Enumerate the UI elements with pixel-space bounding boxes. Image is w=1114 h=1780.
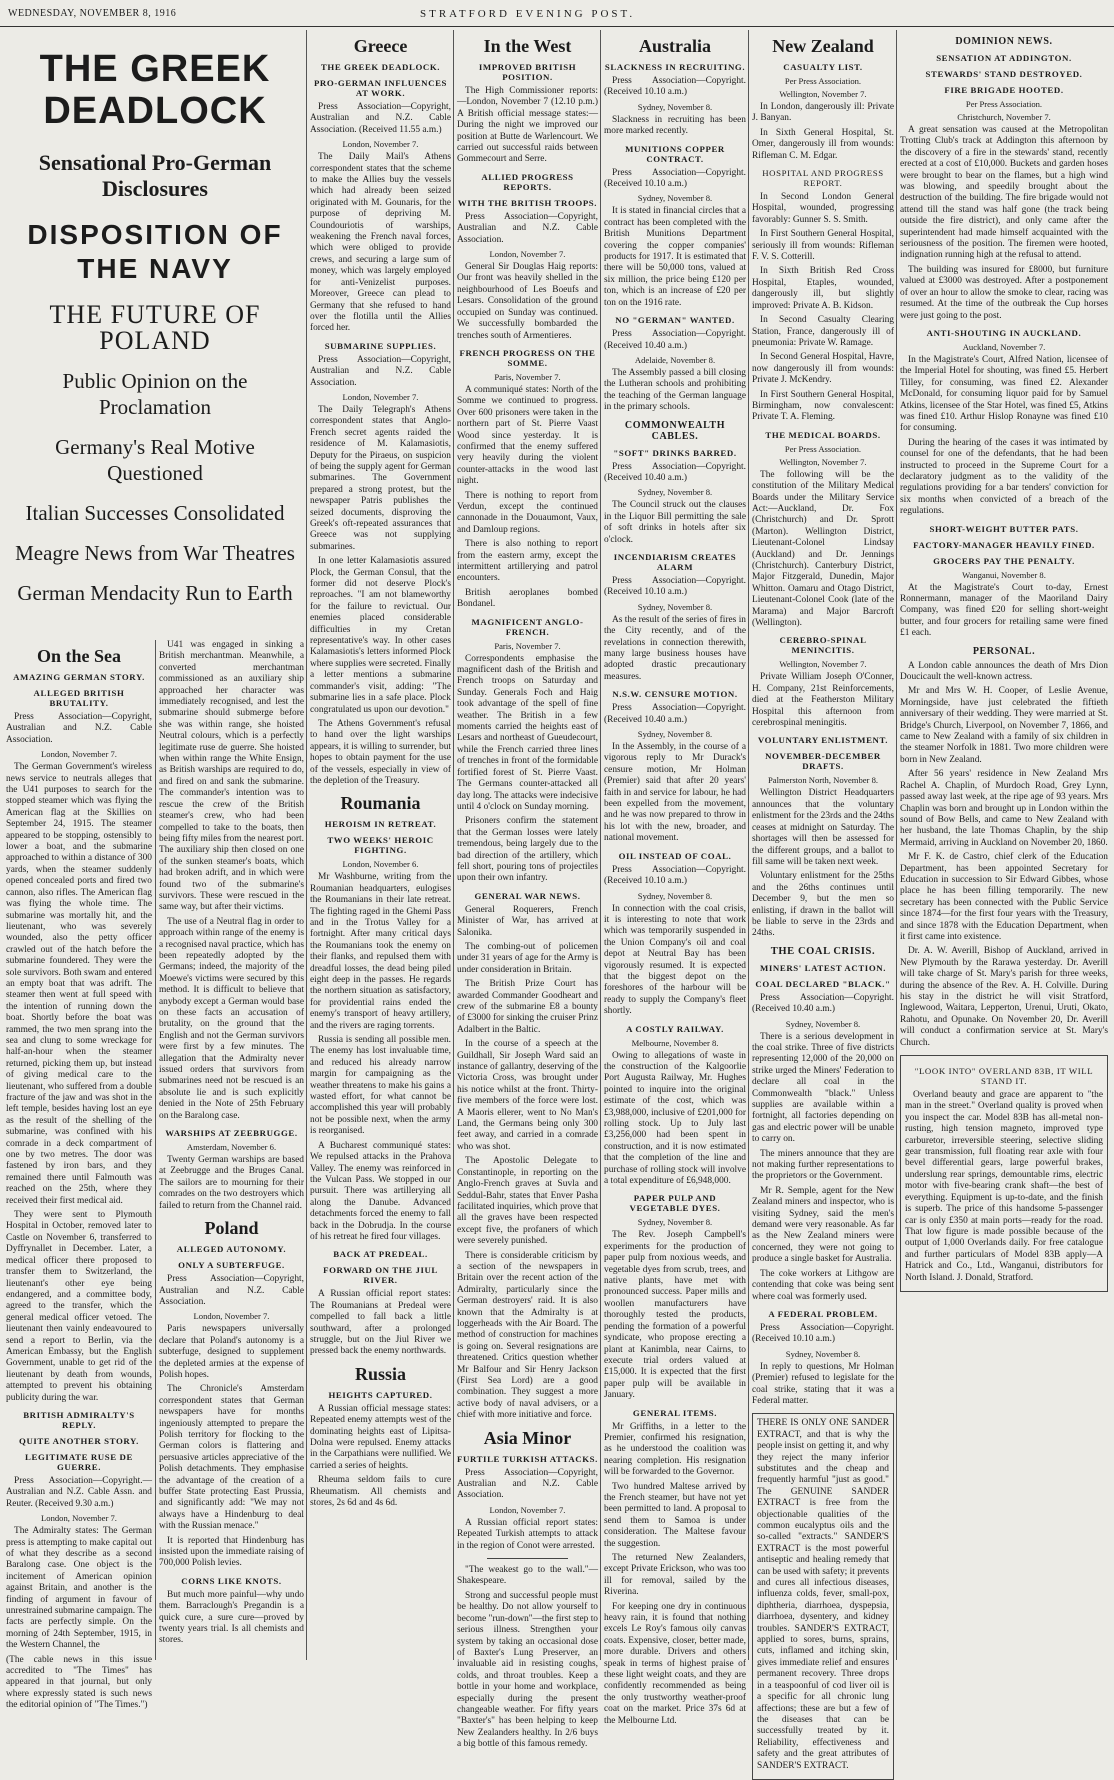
subhead: STEWARDS' STAND DESTROYED.	[925, 69, 1083, 79]
article-body: Mr R. Semple, agent for the New Zealand miners and inspector, who is visiting Sydney, said the men's demand were very reasonable. As far as the New Zealand miners were concerned, they were not going to produce a single basket for Australia.	[752, 1185, 894, 1265]
credit-line: Press Association—Copyright, Australian and N.Z. Cable Association.	[457, 211, 598, 245]
article-body: In Second Casualty Clearing Station, France, dangerously ill of pneumonia: Private W. Ramage.	[752, 315, 894, 348]
column-6	[752, 30, 894, 1771]
dateline: Sydney, November 8.	[637, 193, 713, 204]
credit-line: Press Association—Copyright, Australian and N.Z. Cable Association.	[310, 354, 451, 388]
subhead: COMMONWEALTH CABLES.	[624, 419, 726, 442]
dateline: London, November 7.	[193, 1311, 270, 1322]
article-body: They were sent to Plymouth Hospital in October, removed later to Castle on November 6, transferred to Dyffrynallet in December. Later, a medical officer there proposed to transfer them to Switzerland, the lieutenant's other eye being endangered, and a committee body, agreed to the transfer, which the general medical officer vetoed. The lieutenant then vainly endeavoured to send a report to Berlin, via the American Embassy, but the English Government, unable to get rid of the lieutenant by death from wounds, attempted to prevent his obtaining publicity during the war.	[6, 1210, 152, 1403]
dateline: Wellington, November 7.	[779, 456, 867, 467]
article-body: At the Magistrate's Court to-day, Ernest Ronnermann, manager of the Maoriland Dairy Company, was fined £20 for selling short-weight butter, and four grocers for retailing same were fined £1 each.	[900, 582, 1108, 639]
article-body: The Council struck out the clauses in the Liquor Bill permitting the sale of soft drinks in hotels after six o'clock.	[604, 500, 746, 545]
subhead: PERSONAL.	[972, 645, 1036, 657]
dateline: Melbourne, November 8.	[631, 1037, 719, 1048]
dateline: London, November 7.	[41, 749, 117, 760]
dateline: Sydney, November 8.	[785, 1348, 861, 1359]
subhead: OIL INSTEAD OF COAL.	[618, 850, 732, 861]
article-body: Voluntary enlistment for the 25ths and the 26ths continues until December 9, but the men so enlisting, if drawn in the ballot will be liable to serve in the 23rds and 24ths.	[752, 871, 894, 939]
section-head-asia-minor: Asia Minor	[483, 1427, 572, 1448]
article-body: Twenty German warships are based at Zeebrugge and the Bruges Canal. The sailors are to mourning for their comrades on the two destroyers which failed to return from the Channel raid.	[159, 1155, 304, 1211]
subhead: SUBMARINE SUPPLIES.	[324, 340, 437, 351]
article-body: Rheuma seldom fails to cure Rheumatism. All chemists and stores, 2s 6d and 4s 6d.	[310, 1475, 451, 1509]
dateline: Sydney, November 8.	[637, 487, 713, 498]
section-head-greece: Greece	[353, 36, 408, 56]
subhead: THE COAL CRISIS.	[770, 945, 876, 957]
article-body: Mr Washburne, writing from the Roumanian headquarters, eulogises the Roumanians in their late retreat. The fighting raged in the Ghemi Pass and in the Trotus Valley for a fortnight. After many critical days the Roumanians took the enemy on their flanks, and repulsed them with dreadful losses, the dead being piled eight deep in the passes. He regards the northern situation as satisfactory, for providential rains ended the enemy's transport of heavy artillery, and the rivers are raging torrents.	[310, 872, 451, 1031]
column-rule	[600, 30, 601, 1660]
article-body: General Sir Douglas Haig reports: Our front was heavily shelled in the neighbourhood of Les Boeufs and Lesars. Consolidation of the ground occupied on Sunday was continued. We successfully bombarded the trenches south of Armentieres.	[457, 262, 598, 341]
article-body: The building was insured for £8000, but furniture valued at £3000 was destroyed. After a postponement of over an hour to allow the smoke to clear, racing was resumed. At the time of the outbreak the Cup horses were just going to the post.	[900, 264, 1108, 321]
article-body: British aeroplanes bombed Bondanel.	[457, 587, 598, 610]
article-body: The Daily Mail's Athens correspondent states that the scheme to make the Allies buy the vessels which had already been seized originated with M. Gounaris, for the purpose of depriving M. Coundouriotis of warships, weakening the French naval forces, which were obliged to provide crews, and securing a large sum of money, which was largely employed for anti-Venizelist purposes. Moreover, Greece can plead to Germany that she refused to hand over the flotilla until the Allies forced her.	[310, 152, 451, 334]
dateline: Wellington, November 7.	[779, 659, 867, 670]
subhead: THE GREEK DEADLOCK.	[320, 62, 441, 72]
masthead-date: WEDNESDAY, NOVEMBER 8, 1916	[8, 8, 177, 19]
article-body: The Apostolic Delegate to Constantinople, in reporting on the Anglo-French graves at Suvla and Seddul-Bahr, states that Enver Pasha facilitated inquiries, which prove that all the graves have been respected except five, the profaners of which were severely punished.	[457, 1156, 598, 1247]
article-body: A Russian official message states: Repeated enemy attempts west of the dominating heights east of Lipitsa-Dolna were repulsed. Enemy attacks in the Carpathians were nullified. We carried a series of heights.	[310, 1403, 451, 1471]
credit-line: Press Association—Copyright. (Received 10.10 a.m.)	[604, 167, 746, 190]
credit-line: Press Association—Copyright. (Received 10.10 a.m.)	[604, 864, 746, 887]
article-body: There is also nothing to report from the eastern army, except the intermittent artillerying and patrol encounters.	[457, 539, 598, 584]
article-body: In one letter Kalamasiotis assured Plock, the German Consul, that the former did not deserve Plock's reproaches. "I am not blameworthy for the failure to revictual. Our enemies placed considerable difficulties in my Cretan representative's way. In other cases Kalamasiotis's letters informed Plock where supplies were secreted. Finally a letter mentions a submarine commander's visit, adding: "The submarine lies in a safe place. Plock congratulated us upon our devotion."	[310, 556, 451, 715]
subhead: FIRE BRIGADE HOOTED.	[944, 85, 1064, 95]
dateline: Palmerston North, November 8.	[767, 775, 879, 786]
article-body: Paris newspapers universally declare that Poland's autonomy is a subterfuge, designed to supplement the depleted armies at the expense of Polish hopes.	[159, 1324, 304, 1380]
advert-box	[752, 1413, 894, 1780]
subhead: NOVEMBER-DECEMBER DRAFTS.	[765, 751, 881, 772]
article-body: There is considerable criticism by a section of the newspapers in Britain over the recent action of the Admiralty, particularly since the German destroyers' raid. It is also known that the Admiralty is at loggerheads with the Air Board. The method of construction for machines is going on. Several resignations are threatened. Critics question whether Mr Balfour and Sir Henry Jackson (First Sea Lord) are a good combination. They suggest a more active body of naval advisers, or a chief with more initiative and force.	[457, 1250, 598, 1421]
article-body: The British Prize Court has awarded Commander Goodheart and crew of the submarine E8 a bounty of £3000 for sinking the cruiser Prinz Adalbert in the Baltic.	[457, 979, 598, 1035]
column-5	[604, 30, 746, 1726]
credit-line: Press Association—Copyright. (Received 10.40 a.m.)	[604, 329, 746, 351]
dateline: Amsterdam, November 6.	[186, 1142, 277, 1153]
masthead	[0, 0, 1114, 27]
section-head-roumania: Roumania	[340, 793, 421, 814]
column-rule	[453, 30, 454, 1660]
section-head-new-zealand: New Zealand	[772, 36, 874, 56]
subhead: QUITE ANOTHER STORY.	[19, 1435, 139, 1446]
masthead-paper-name: STRATFORD EVENING POST.	[420, 8, 636, 20]
subhead: LEGITIMATE RUSE DE GUERRE.	[25, 1451, 133, 1472]
dateline: London, November 7.	[489, 249, 566, 260]
subhead: ALLEGED BRITISH BRUTALITY.	[33, 688, 125, 708]
article-body: A Russian official report states: Repeated Turkish attempts to attack in the region of Conot were arrested.	[457, 1517, 598, 1551]
article-body: The Rev. Joseph Campbell's experiments for the production of paper pulp from noxious weeds, and vegetable dyes from scrub, trees, and native plants, have met with pronounced success. Paper mills and woollen manufacturers have thoroughly tested the products, pending the formation of a powerful syndicate, who propose erecting a plant at Kanimbla, near Cairns, to execute trial orders valued at £15,000. It is expected that the first paper pulp will be available in January.	[604, 1230, 746, 1401]
article-body: The returned New Zealanders, except Private Erickson, who was too ill for removal, sailed by the Riverina.	[604, 1553, 746, 1598]
dateline: Adelaide, November 8.	[634, 354, 716, 365]
subhead: MAGNIFICENT ANGLO-FRENCH.	[471, 616, 584, 637]
dateline: London, November 7.	[41, 1513, 117, 1524]
column-3	[310, 30, 451, 1660]
credit-line: Per Press Association.	[965, 99, 1043, 109]
subhead: COAL DECLARED "BLACK."	[755, 978, 891, 989]
article-body: Slackness in recruiting has been more marked recently.	[604, 114, 746, 137]
subhead: VOLUNTARY ENLISTMENT.	[757, 735, 889, 746]
article-body: The use of a Neutral flag in order to approach within range of the enemy is a recognised naval practice, which has been repeatedly adopted by the Germans; indeed, the majority of the Moewe's victims were secured by this method. It is difficult to believe that anybody except a German would base on these facts an accusation of brutality, on the ground that the English and not the German survivors were first by a few minutes. The allegation that the Admiralty never issued orders that survivors from submarines need not be rescued is an absolute lie and is such explicitly denied in the Note of 25th February on the Baralong case.	[159, 916, 304, 1121]
article-body: In the course of a speech at the Guildhall, Sir Joseph Ward said an instance of gallantry, deserving of the Victoria Cross, was brought under his notice whilst at the front. Thirty-five members of the force were lost. A Maoris ellerer, went to No Man's Land, the Germans being only 300 feet away, and carried in a comrade who was shot.	[457, 1039, 599, 1152]
subhead: FURTILE TURKISH ATTACKS.	[457, 1453, 598, 1464]
column-2	[159, 640, 304, 1660]
subhead: ALLEGED AUTONOMY.	[176, 1244, 287, 1255]
deck-8: German Mendacity Run to Earth	[17, 581, 293, 605]
article-body: During the hearing of the cases it was intimated by counsel for one of the defendants, that he had been instructed to proceed in the Supreme Court for a declaratory judgment as to the validity of the regulations providing for a bar tenders' conviction for six months when convicted of a breach of the regulations.	[900, 437, 1108, 517]
credit-line: Press Association—Copyright. (Received 10.10 a.m.)	[604, 575, 746, 598]
advert-body: Strong and successful people must be healthy. Do not allow yourself to become "run-down"—the first step to serious illness. Strengthen your system by taking an occasional dose of Baxter's Lung Preserver, an invaluable aid in resisting coughs, colds, and throat troubles. Keep a bottle in your home and workplace, especially during the present changeable weather. For fifty years "Baxter's" has been helping to keep New Zealanders healthy. In 2/6 buys a big bottle of this famous remedy.	[457, 1590, 598, 1750]
subhead: ALLIED PROGRESS REPORTS.	[481, 171, 574, 192]
credit-line: Press Association—Copyright. (Received 10.40 a.m.)	[604, 703, 746, 725]
article-body: In London, dangerously ill: Private J. Banyan.	[752, 102, 894, 124]
subhead: A COSTLY RAILWAY.	[626, 1023, 724, 1034]
subhead: FORWARD ON THE JIUL RIVER.	[323, 1265, 438, 1286]
article-body: A Bucharest communiqué states: We repulsed attacks in the Prahova Valley. The enemy was reinforced in the Vulcan Pass. We stopped in our pursuit. There was artillerying all along the Danube. Advanced detachments forced the enemy to fall back in the Dobrudja. In the course of his retreat he fired four villages.	[310, 1140, 451, 1242]
subhead: CORNS LIKE KNOTS.	[181, 1575, 282, 1586]
article-body: Russia is sending all possible men. The enemy has lost invaluable time, and reduced his already narrow margin for campaigning as the weather threatens to make his gains a wasted effort, for what cannot be accomplished this year will probably not be possible next, when the army is reorganised.	[310, 1035, 451, 1137]
subhead: ANTI-SHOUTING IN AUCKLAND.	[926, 327, 1082, 338]
subhead: BACK AT PREDEAL.	[333, 1249, 428, 1260]
article-body: U41 was engaged in sinking a British merchantman. Meanwhile, a converted merchantman commissioned as an auxiliary ship approached her character was immediately recognised, and lest the submarine should submerge before she was within range, she hoisted Neutral colours, which is a perfectly legitimate ruse de guerre. She hoisted when within range the White Ensign, as British warships are required to do, and fired on and sank the submarine. The commander's intention was to rescue the crew of the British steamer's crew, who had been compelled to take to the boats, then being fifty miles from the nearest port. The auxiliary ship then closed on one of the sunken steamer's boats, which had broken adrift, and in which were found two of the submarine's survivors. These were rescued in the same way, but after their victims.	[159, 640, 305, 913]
dateline: Paris, November 7.	[494, 640, 561, 651]
subhead: ONLY A SUBTERFUGE.	[178, 1260, 285, 1271]
subhead: SENSATION AT ADDINGTON.	[936, 53, 1072, 63]
article-body: The Chronicle's Amsterdam correspondent states that German newspapers have for months ingeniously attempted to prepare the Polish territory for flocking to the German colors is flattering and persuasive articles appreciative of the Polish detachments. They emphasise the advantage of the creation of a buffer State protecting East Prussia, and significantly add: "We may not always have a Hindenburg to deal with the Russian menace."	[159, 1384, 304, 1532]
credit-line: Press Association—Copyright.—Australian and N.Z. Cable Assn. and Reuter. (Received 9.30 a.m.)	[6, 1475, 152, 1509]
dateline: Sydney, November 8.	[637, 601, 713, 612]
dateline: Sydney, November 8.	[637, 890, 713, 901]
article-body: A communiqué states: North of the Somme we continued to progress. Over 600 prisoners were taken in the northern part of St. Pierre Vaast Wood since yesterday. It is confirmed that the enemy suffered very heavily during the violent counter-attacks in the wood last night.	[457, 384, 598, 487]
subhead: FACTORY-MANAGER HEAVILY FINED.	[913, 539, 1095, 550]
dateline: Christchurch, November 7.	[957, 112, 1051, 122]
editorial-note: (The cable news in this issue accredited to "The Times" has appeared in that journal, but only where expressly stated is such news the editorial opinion of "The Times.")	[6, 1654, 152, 1711]
article-body: Mr Griffiths, in a letter to the Premier, confirmed his resignation, as he understood the coalition was nearing completion. His resignation will be forwarded to the Governor.	[604, 1421, 746, 1478]
subhead: SHORT-WEIGHT BUTTER PATS.	[929, 523, 1079, 534]
article-body: Wellington District Headquarters announces that the voluntary enlistment for the 23rds and the 24ths ceases at midnight on Saturday. The shortages will then be assessed for the different groups, and a ballot to fill same will be taken next week.	[752, 788, 894, 867]
article-body: After 56 years' residence in New Zealand Mrs Rachel A. Chaplin, of Murdoch Road, Grey Lynn, passed away last week, at the ripe age of 93 years. Mrs Chaplin was born and brought up in London within the sound of Bow Bells, and came to New Zealand with her husband, the late Thomas Chaplin, by the ship Mermaid, arriving in Auckland on November 20, 1860.	[900, 769, 1108, 848]
deck-2: DISPOSITION OF THE NAVY	[27, 219, 283, 284]
article-body: Prisoners confirm the statement that the German losses were lately tremendous, being largely due to the bad direction of the artillery, which fell short, pouring tons of projectiles upon their own infantry.	[457, 816, 598, 884]
subhead: TWO WEEKS' HEROIC FIGHTING.	[327, 835, 434, 856]
credit-line: Press Association—Copyright, Australian and N.Z. Cable Association.	[159, 1274, 304, 1307]
subhead: BRITISH ADMIRALTY'S REPLY.	[23, 1409, 135, 1430]
article-body: The coke workers at Lithgow are contending that coke was being sent where coal was formerly used.	[752, 1268, 894, 1302]
article-body: In Second General Hospital, Havre, now dangerously ill from wounds: Private J. McKendry.	[752, 352, 894, 386]
section-head-west: In the West	[483, 36, 572, 56]
advert-body: Overland beauty and grace are apparent to "the man in the street." Overland quality is proved when you inspect the car. Model 83B has all-metal non-rusting, high tension magneto, improved type carburetor, irreversible steering, selective sliding gear transmission, full floating rear axle with four bevel differential gears, large powerful brakes, underslung rear springs, demountable rims, electric motor with five-bearing crank shaft—the best of everything. Equipment is up-to-date, and the finish is superb. The price of this handsome 5-passenger car is only £350 at main ports—ready for the road. That low figure is made possible because of the output of 1,000 Overlands daily. For free catalogue and further particulars of Model 83B apply—A Hatrick and Co., Ltd., Wanganui, distributors for North Island. J. Donald, Stratford.	[905, 1090, 1103, 1283]
article-body: In connection with the coal crisis, it is interesting to note that work which was temporarily suspended in the Union Company's oil and coal depot at Neutral Bay has been vigorously resumed. It is expected that the biggest depot on the foreshores of the harbour will be ready to supply the Company's fleet shortly.	[604, 903, 746, 1017]
dateline: Sydney, November 8.	[785, 1018, 861, 1029]
credit-line: Press Association—Copyright. (Received 10.10 a.m.)	[604, 76, 746, 98]
article-body: In the Magistrate's Court, Alfred Nation, licensee of the Imperial Hotel for shouting, was fined £5. Herbert Tilley, for consuming, was fined £2. Alexander McDonald, for consuming liquor paid for by Samuel Atkins, licensee of the Star Hotel, was fined £5, Atkins was fined £10. Arthur Hislop Ronayne was fined £10 for consuming.	[900, 354, 1108, 434]
section-head-australia: Australia	[639, 36, 711, 56]
credit-line: Press Association—Copyright, Australian and N.Z. Cable Association.	[457, 1467, 598, 1501]
deck-6: Italian Successes Consolidated	[25, 501, 285, 525]
main-headline: THE GREEK DEADLOCK	[39, 48, 271, 132]
article-body: In First Southern General Hospital, seriously ill from wounds: Rifleman F. V. S. Cotterill.	[752, 229, 894, 263]
subhead: MINERS' LATEST ACTION.	[759, 962, 887, 973]
credit-line: Press Association—Copyright, Australian and N.Z. Cable Association.	[6, 712, 152, 745]
article-body: There is a serious development in the coal strike. Three of five districts representing 12,000 of the 20,000 on strike urged the Miners' Federation to declare all coal in the Commonwealth "black." Unless supplies are available within a fortnight, all factories depending on gas and electric power will be unable to carry on.	[752, 1031, 894, 1145]
column-rule	[748, 30, 749, 1660]
subhead: INCENDIARISM CREATES ALARM	[613, 551, 737, 572]
deck-1: Sensational Pro-German Disclosures	[38, 150, 272, 201]
subhead: WITH THE BRITISH TROOPS.	[457, 197, 598, 208]
subhead: HOSPITAL AND PROGRESS REPORT.	[762, 168, 884, 189]
credit-line: Press Association—Copyright. (Received 10.40 a.m.)	[752, 992, 894, 1015]
credit-line: Per Press Association.	[784, 443, 862, 454]
article-body: A London cable announces the death of Mrs Dion Doucicault the well-known actress.	[900, 660, 1108, 683]
article-body: In Sixth General Hospital, St. Omer, dangerously ill from wounds: Rifleman C. M. Edgar.	[752, 127, 894, 161]
article-body: The Athens Government's refusal to hand over the light warships appears, it is willing to surrender, but hopes to obtain payment for the use of the vessels, especially in view of the depletion of the Treasury.	[310, 718, 451, 786]
column-1-sea	[6, 640, 152, 1711]
article-body: In Sixth British Red Cross Hospital, Etaples, wounded, dangerously ill, but slightly improved: Private A. B. Kidson.	[752, 266, 894, 311]
section-head-sea: On the Sea	[36, 646, 121, 666]
dateline: London, November 7.	[342, 391, 419, 402]
article-body: The Daily Telegraph's Athens correspondent states that Anglo-French secret agents raided the residence of M. Kalamasiotis, Deputy for the Piraeus, on suspicion of being the supply agent for German submarines. The Government prepared a strong protest, but the newspaper Patris publishes the seized documents, disproving the Greek's oft-repeated assurances that Greece was not supplying submarines.	[310, 404, 451, 552]
quote: "The weakest go to the wall."—Shakespeare.	[457, 1565, 598, 1587]
subhead: CASUALTY LIST.	[783, 62, 863, 72]
article-body: Owing to allegations of waste in the construction of the Kalgoorlie Port Augusta Railway, Mr. Hughes pointed to inquire into the original estimate of the cost, which was £3,988,000, inclusive of £201,000 for rolling stock. Up to July last £3,256,000 had been spent in construction, and it is now estimated that the completion of the line and purchase of rolling stock will involve a total expenditure of £6,948,000.	[604, 1050, 746, 1187]
article-body: In reply to questions, Mr Holman (Premier) refused to legislate for the coal strike, stating that it was a Federal matter.	[752, 1361, 894, 1406]
article-body: Dr. A. W. Averill, Bishop of Auckland, arrived in New Plymouth by the Rarawa yesterday. Dr. Averill will take charge of St. Mary's parish for three weeks, during the absence of the Rev. A. H. Colville. During his stay in the district he will visit Stratford, Inglewood, Waitara, Lepperton, Urenui, Uruti, Okato, Rahotu, and Opunake. On November 20, Dr. Averill will conduct a confirmation service at St. Mary's Church.	[900, 946, 1108, 1048]
dateline: London, November 7.	[342, 139, 419, 150]
article-body: The German Government's wireless news service to neutrals alleges that the U41 purposes to search for the stopped steamer which was flying the American flag at the Skillies on September 24, 1915. The steamer appeared to be stopping, ostensibly to lower a boat, and the submarine approached to within a distance of 300 yards, when the steamer suddenly opened concealed ports and fired two cannon, also rifles. The American flag was flying the whole time. The submarine was mortally hit, and the lieutenant, who was severely wounded, also the petty officer crawled out of the hatch before the submarine foundered. They were the sole survivors. Both swam and entered an empty boat that was adrift. The steamer then went at full speed with the intention of running down the boat. Shortly before the boat was rammed, the two men sprang into the sea and clung to some wreckage for half-an-hour when the steamer returned, picking them up, but instead of giving medical care to the lieutenant, who suffered from a double fracture of the jaw and was shot in the left temple, besides having lost an eye as the result of the shelling of the submarine, was confined with his comrade in a deck compartment of one by two metres. The door was fastened by iron bars, and they remained there until Falmouth was reached on the 25th, where they received their first medical aid.	[6, 762, 152, 1206]
article-body: Mr and Mrs W. H. Cooper, of Leslie Avenue, Morningside, have just celebrated the fiftieth anniversary of their wedding. They were married at St. Bridge's Church, Liverpool, on November 7, 1866, and came to New Zealand with a family of six children in the steamer Norfolk in 1881. Two more children were born in New Zealand.	[900, 686, 1108, 765]
article-body: Two hundred Maltese arrived by the French steamer, but have not yet been permitted to land. A proposal to send them to Samoa is under consideration. The Maltese favour the suggestion.	[604, 1481, 746, 1549]
article-body: The combing-out of policemen under 31 years of age for the Army is under consideration in Britain.	[457, 941, 598, 975]
deck-7: Meagre News from War Theatres	[15, 541, 295, 565]
article-body: A Russian official report states: The Roumanians at Predeal were compelled to fall back a little southward, after a prolonged struggle, but on the Jiul River we pressed back the enemy northwards.	[310, 1289, 451, 1357]
credit-line: Per Press Association.	[784, 76, 862, 86]
deck-5: Germany's Real Motive Questioned	[55, 435, 255, 485]
section-head-poland: Poland	[204, 1218, 259, 1239]
deck-3: THE FUTURE OF POLAND	[49, 300, 261, 355]
subhead: IMPROVED BRITISH POSITION.	[478, 62, 577, 82]
subhead: A FEDERAL PROBLEM.	[768, 1308, 878, 1319]
article-body: But much more painful—why undo them. Barraclough's Pregandin is a quick cure, a sure cure—proved by twenty years trial. Is all chemists and stores.	[159, 1589, 304, 1646]
column-7	[900, 30, 1108, 1660]
divider	[487, 1558, 568, 1559]
subhead: PRO-GERMAN INFLUENCES AT WORK.	[313, 78, 448, 98]
dateline: London, November 7.	[489, 1504, 566, 1515]
subhead: WARSHIPS AT ZEEBRUGGE.	[165, 1128, 298, 1139]
dateline: Wanganui, November 8.	[962, 569, 1046, 580]
subhead: GENERAL ITEMS.	[632, 1407, 718, 1418]
credit-line: Press Association—Copyright. (Received 10.10 a.m.)	[752, 1322, 894, 1345]
section-head-russia: Russia	[354, 1363, 407, 1384]
article-body: The High Commissioner reports:—London, November 7 (12.10 p.m.) A British official message states:—During the night we improved our position at Butte de Warlencourt. We carried out successful raids between Gommecourt and Serre.	[457, 86, 598, 165]
advert-box	[900, 1055, 1108, 1292]
dateline: Auckland, November 7.	[962, 341, 1046, 352]
article-body: The miners announce that they are not making further representations to the proprietors or the Government.	[752, 1148, 894, 1182]
subhead: NO "GERMAN" WANTED.	[615, 315, 735, 326]
subhead: "SOFT" DRINKS BARRED.	[613, 447, 737, 458]
dateline: Sydney, November 8.	[637, 1217, 713, 1228]
dateline: Wellington, November 7.	[779, 89, 867, 99]
section-head-dominion: DOMINION NEWS.	[955, 36, 1053, 47]
subhead: THE MEDICAL BOARDS.	[765, 429, 881, 440]
column-rule	[306, 30, 307, 1660]
advert-body: For keeping one dry in continuous heavy rain, it is found that nothing excels Le Roy's famous oily canvas coats. Expensive, closer, better made, more durable. Drivers and others speak in terms of highest praise of these light weight coats, and they are confidently recommended as being the only trustworthy weather-proof coat on the market. Price 37s 6d at the Melbourne Ltd.	[604, 1601, 746, 1726]
subhead: HEIGHTS CAPTURED.	[328, 1389, 433, 1400]
article-body: The following will be the constitution of the Military Medical Boards under the Military Service Act:—Auckland, Dr. Fox (Christchurch) and Dr. Sprott (Marton). Wellington District, Lieutenant-Colonel Lindsay (Auckland) and Dr. Jennings (Christchurch). Canterbury District, Major Fitzgerald, Dunedin, Major Whitton. Oamaru and Otago District, Lieutenant-Colonel Cook (late of the Marama) and Major Barcroft (Wellington).	[752, 469, 894, 629]
advert-title: "LOOK INTO" OVERLAND 83B, IT WILL STAND IT.	[914, 1066, 1094, 1087]
subhead: N.S.W. CENSURE MOTION.	[612, 689, 738, 700]
article-body: Correspondents emphasise the magnificent dash of the British and French troops on Saturday and Sunday. Generals Foch and Haig took advantage of the spell of fine weather. The British in a few moments carried the heights east of Lesars and northeast of Gueudecourt, while the French carried three lines of trenches in front of the formidable fortified forest of St. Pierre Vaast. The Germans counter-attacked all day long. The attacks were indecisive until 4 o'clock on Sunday morning.	[457, 653, 598, 812]
column-4	[457, 30, 599, 1750]
advert-body: THERE IS ONLY ONE SANDER EXTRACT, and that is why the people insist on getting it, and why they reject the many inferior substitutes and the cheap and frequently harmful "just as good." The GENUINE SANDER EXTRACT is free from the objectionable qualities of the common eucalyptus oils and the so-called "extracts." SANDER'S EXTRACT is the most powerful antiseptic and healing remedy that can be used with safety; it prevents and cures all infectious diseases, influenza colds, fever, small-pox, diphtheria, diarrhoea, dyspepsia, diarrhoea, dysentery, and kidney troubles. SANDER'S EXTRACT, applied to sores, burns, sprains, cuts, inflamed and itching skin, gives immediate relief and ensures permanent recovery. Three drops in a teaspoonful of cod liver oil is a specific for all chronic lung affections; these are but a few of the diseases that can be successfully treated by it. Reliability, effectiveness and safety and the great attributes of SANDER'S EXTRACT.	[757, 1418, 889, 1771]
subhead: PAPER PULP AND VEGETABLE DYES.	[629, 1193, 721, 1214]
article-body: In Second London General Hospital, wounded, progressing favorably: Gunner S. S. Smith.	[752, 192, 894, 225]
article-body: In First Southern General Hospital, Birmingham, now convalescent: Private T. A. Fleming.	[752, 389, 894, 423]
subhead: MUNITIONS COPPER CONTRACT.	[625, 143, 725, 164]
article-body: A great sensation was caused at the Metropolitan Trotting Club's track at Addington this afternoon by the discovery of a fire in the stewards' stand, recently erected at a cost of £10,000. Buckets and garden hoses were brought to bear on the flames, but a high wind was blowing, and speedily brought about the destruction of the building. The fire brigade would not attend till the stand was half gone (the track being outside the fire district), and only came after the superintendent had made himself acquainted with the seriousness of the position. The firemen were hooted, indignation running high at the refusal to attend.	[900, 125, 1108, 261]
dateline: Paris, November 7.	[494, 371, 561, 382]
article-body: As the result of the series of fires in the City recently, and of the revelations in connection therewith, many large business houses have adopted drastic precautionary measures.	[604, 614, 746, 682]
dateline: Sydney, November 8.	[637, 101, 713, 112]
subhead: FRENCH PROGRESS ON THE SOMME.	[459, 347, 596, 368]
subhead: HEROISM IN RETREAT.	[324, 819, 437, 830]
dateline: London, November 6.	[342, 859, 419, 870]
article-body: It is stated in financial circles that a contract has been completed with the British Munitions Department covering the copper companies' products for 1917. It is estimated that there will be 50,000 tons, valued at six million, the price being £120 per ton, which is an increase of £20 per ton on the 1916 rate.	[604, 206, 746, 308]
article-body: The Admiralty states: The German press is attempting to make capital out of what they describe as a second Baralong case. One object is the incitement of American opinion against Britain, and another is the finding of argument in favour of unrestrained submarine campaign. The facts are perfectly simple. On the morning of 24th September, 1915, in the Western Channel, the	[6, 1526, 152, 1651]
deck-4: Public Opinion on the Proclamation	[62, 369, 248, 419]
credit-line: Press Association—Copyright. (Received 10.40 a.m.)	[604, 461, 746, 483]
dateline: Sydney, November 8.	[637, 729, 713, 740]
article-body: General Roquerers, French Minister of War, has arrived at Salonika.	[457, 904, 598, 938]
article-body: There is nothing to report from Verdun, except the continued cannonade in the Douaumont, Vaux, and Damloup regions.	[457, 490, 598, 535]
article-body: Private William Joseph O'Conner, H. Company, 21st Reinforcements, died at the Featherston Military Hospital this afternoon from cerebrospinal meningitis.	[752, 672, 894, 729]
article-body: The Assembly passed a bill closing the Lutheran schools and prohibiting the teaching of the German language in the primary schools.	[604, 367, 746, 413]
subhead: SLACKNESS IN RECRUITING.	[604, 62, 746, 72]
article-body: In the Assembly, in the course of a vigorous reply to Mr Durack's censure motion, Mr Holman (Premier) said that after 20 years' faith in and service for labour, he had been expelled from the movement, and he was now prepared to throw in his lot with the new, broader, and national movement.	[604, 742, 746, 844]
subhead: AMAZING GERMAN STORY.	[13, 672, 145, 682]
article-body: Mr F. K. de Castro, chief clerk of the Education Department, has been appointed Secretary for Education in succession to Sir Edward Gibbes, whose place he has been filling temporarily. The new secretary has been connected with the Public Service since 1874—for the first four years with the Treasury, and since 1878 with the Education Department, when it first came into existence.	[900, 852, 1108, 942]
subhead: GROCERS PAY THE PENALTY.	[933, 555, 1075, 566]
subhead: GENERAL WAR NEWS.	[474, 890, 581, 901]
column-rule	[896, 30, 897, 1660]
article-body: It is reported that Hindenburg has insisted upon the immediate raising of 700,000 Polish levies.	[159, 1535, 304, 1569]
credit-line: Press Association—Copyright, Australian and N.Z. Cable Association. (Received 11.55 a.m.)	[310, 102, 451, 135]
subhead: CEREBRO-SPINAL MENINCITIS.	[779, 635, 867, 656]
